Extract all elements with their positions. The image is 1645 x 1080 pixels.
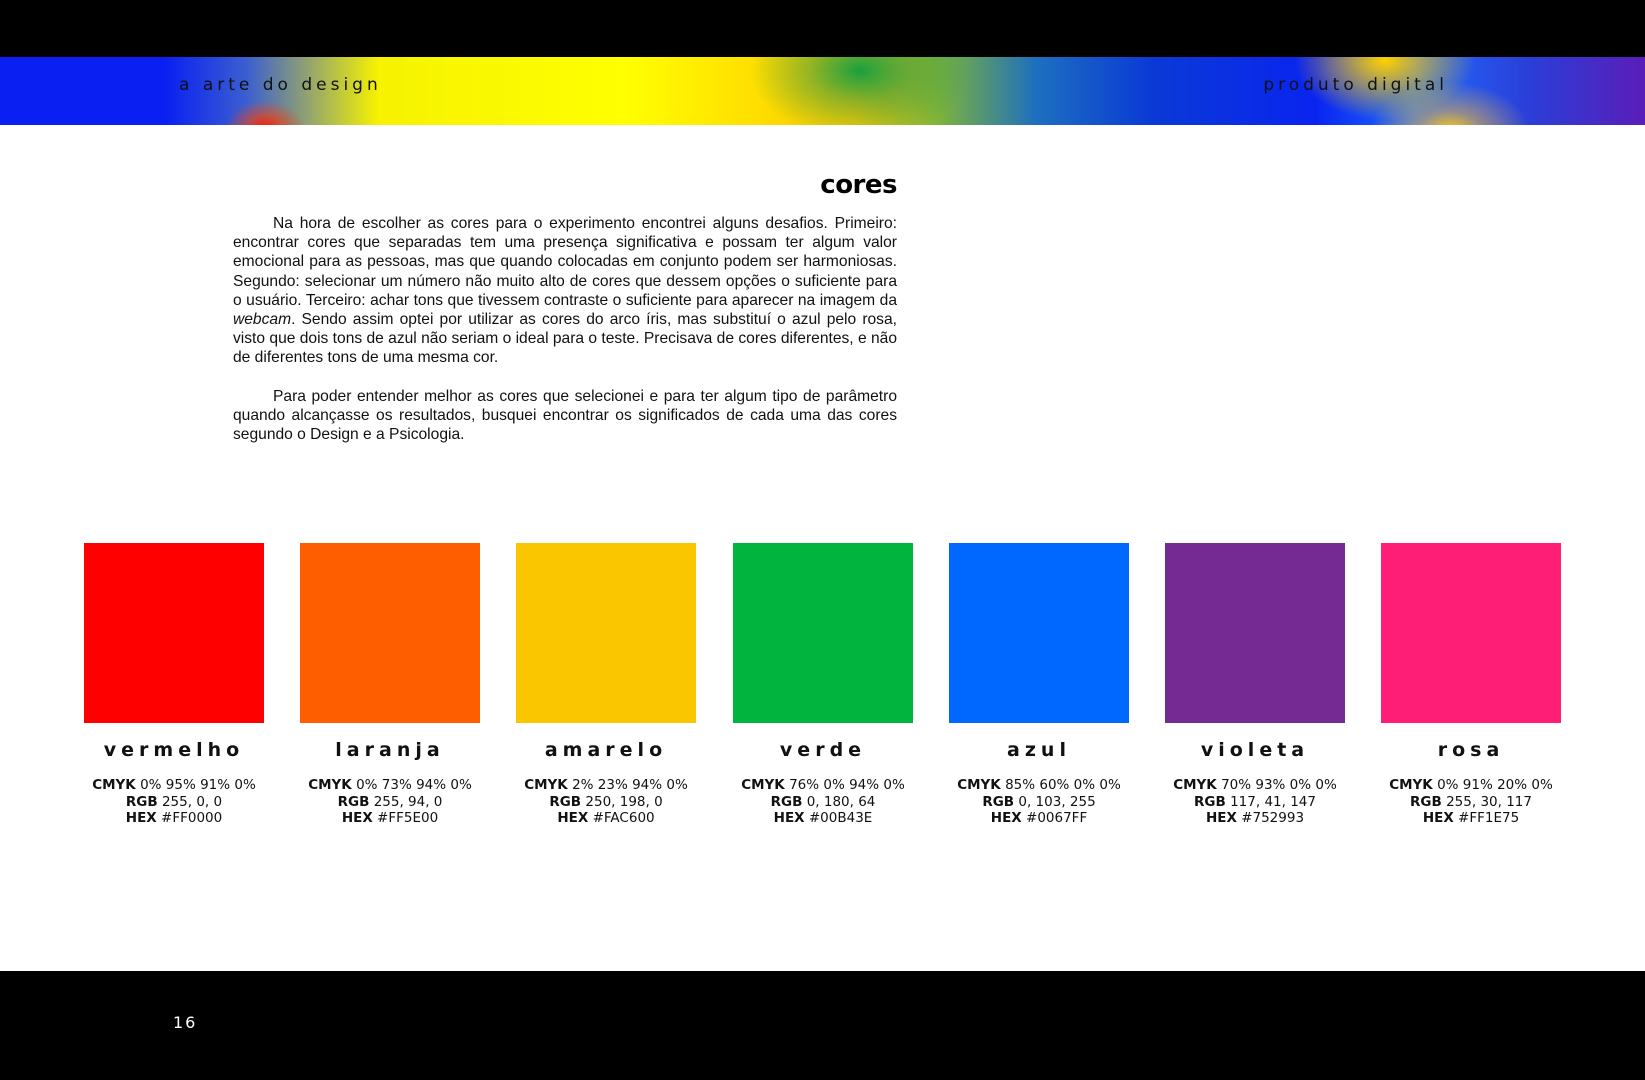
cmyk-line: [733, 777, 913, 794]
cmyk-line: [300, 777, 480, 794]
color-name: rosa: [1437, 739, 1505, 761]
rgb-value: 250, 198, 0: [585, 793, 663, 810]
hex-value: #FAC600: [592, 810, 655, 826]
cmyk-value: 85% 60% 0% 0%: [1005, 777, 1121, 793]
cmyk-label: CMYK: [1389, 777, 1433, 793]
color-swatch: [949, 543, 1129, 723]
hex-label: HEX: [1422, 810, 1454, 826]
color-card-rosa: [1381, 543, 1561, 827]
color-palette: [84, 543, 1564, 843]
page-title: cores: [820, 170, 897, 200]
rgb-label: RGB: [770, 793, 803, 810]
page-number: 16: [173, 1013, 198, 1032]
hex-value: #FF1E75: [1458, 810, 1520, 826]
cmyk-value: 76% 0% 94% 0%: [789, 777, 905, 793]
color-swatch: [84, 543, 264, 723]
hex-line: [84, 810, 264, 827]
section-label: produto digital: [1263, 75, 1448, 95]
hex-value: #00B43E: [808, 810, 873, 826]
intro-section: [233, 170, 897, 463]
cmyk-label: CMYK: [308, 777, 352, 793]
color-swatch: [516, 543, 696, 723]
color-specs: [1381, 777, 1561, 827]
book-title: a arte do design: [179, 75, 382, 95]
color-specs: [733, 777, 913, 827]
hex-label: HEX: [341, 810, 373, 826]
rgb-value: 0, 180, 64: [806, 793, 876, 810]
hex-value: #752993: [1241, 810, 1305, 826]
rgb-line: [84, 794, 264, 811]
color-card-laranja: [300, 543, 480, 827]
hex-label: HEX: [773, 810, 805, 826]
hex-value: #FF0000: [161, 810, 223, 826]
paragraph-1-text-b: . Sendo assim optei por utilizar as cores do arco íris, mas substituí o azul pelo rosa, visto que dois tons de azul não seriam o ideal para o teste. Precisava de cores diferentes, e não de diferentes tons de uma mesma cor.: [233, 311, 897, 367]
rgb-line: [949, 794, 1129, 811]
top-bar: [0, 0, 1645, 57]
cmyk-line: [516, 777, 696, 794]
hex-line: [1165, 810, 1345, 827]
color-specs: [300, 777, 480, 827]
cmyk-label: CMYK: [524, 777, 568, 793]
paragraph-1-text-a: Na hora de escolher as cores para o experimento encontrei alguns desafios. Primeiro: encontrar cores que separadas tem uma presença significativa e possam ter algum valor emocional para as pessoas, mas que quando colocadas em conjunto podem ser harmoniosas. Segundo: selecionar um número não muito alto de cores que dessem opções o suficiente para o usuário. Terceiro: achar tons que tivessem contraste o suficiente para aparecer na imagem da: [233, 215, 897, 309]
hex-line: [733, 810, 913, 827]
hex-label: HEX: [125, 810, 157, 826]
cmyk-line: [1381, 777, 1561, 794]
cmyk-label: CMYK: [1173, 777, 1217, 793]
hex-line: [516, 810, 696, 827]
body-paragraph-1: [233, 214, 897, 368]
color-name: amarelo: [544, 739, 668, 761]
rgb-value: 255, 94, 0: [373, 793, 443, 810]
cmyk-line: [949, 777, 1129, 794]
rgb-label: RGB: [337, 793, 370, 810]
color-card-amarelo: [516, 543, 696, 827]
header-banner: [0, 57, 1645, 125]
color-swatch: [300, 543, 480, 723]
footer-bar: [0, 971, 1645, 1080]
rgb-value: 0, 103, 255: [1018, 793, 1096, 810]
rgb-line: [1381, 794, 1561, 811]
rgb-value: 255, 0, 0: [161, 793, 223, 810]
color-swatch: [1381, 543, 1561, 723]
hex-line: [300, 810, 480, 827]
color-card-verde: [733, 543, 913, 827]
hex-line: [949, 810, 1129, 827]
color-card-vermelho: [84, 543, 264, 827]
hex-label: HEX: [1205, 810, 1237, 826]
rgb-line: [300, 794, 480, 811]
hex-line: [1381, 810, 1561, 827]
webcam-emphasis: webcam: [233, 311, 292, 329]
color-name: laranja: [335, 739, 445, 761]
rgb-line: [733, 794, 913, 811]
hex-value: #0067FF: [1026, 810, 1088, 826]
color-specs: [1165, 777, 1345, 827]
cmyk-label: CMYK: [92, 777, 136, 793]
hex-label: HEX: [557, 810, 589, 826]
rgb-label: RGB: [125, 793, 158, 810]
cmyk-value: 0% 91% 20% 0%: [1437, 777, 1553, 793]
cmyk-line: [84, 777, 264, 794]
color-name: verde: [779, 739, 867, 761]
rgb-value: 117, 41, 147: [1230, 793, 1316, 810]
rgb-value: 255, 30, 117: [1446, 793, 1532, 810]
cmyk-label: CMYK: [957, 777, 1001, 793]
rgb-line: [516, 794, 696, 811]
color-swatch: [733, 543, 913, 723]
body-paragraph-2: Para poder entender melhor as cores que selecionei e para ter algum tipo de parâmetro quando alcançasse os resultados, busquei encontrar os significados de cada uma das cores segundo o Design e a Psicologia.: [233, 387, 897, 444]
color-name: violeta: [1200, 739, 1310, 761]
color-name: vermelho: [103, 739, 245, 761]
rgb-label: RGB: [1410, 793, 1442, 810]
cmyk-value: 2% 23% 94% 0%: [572, 777, 688, 793]
cmyk-value: 70% 93% 0% 0%: [1221, 777, 1337, 793]
cmyk-label: CMYK: [741, 777, 785, 793]
hex-label: HEX: [990, 810, 1022, 826]
rgb-label: RGB: [982, 793, 1015, 810]
color-specs: [516, 777, 696, 827]
cmyk-line: [1165, 777, 1345, 794]
hex-value: #FF5E00: [377, 810, 439, 826]
color-specs: [949, 777, 1129, 827]
cmyk-value: 0% 95% 91% 0%: [140, 777, 256, 793]
color-name: azul: [1007, 739, 1071, 761]
color-card-violeta: [1165, 543, 1345, 827]
color-swatch: [1165, 543, 1345, 723]
rgb-label: RGB: [549, 793, 582, 810]
rgb-label: RGB: [1194, 793, 1226, 810]
rgb-line: [1165, 794, 1345, 811]
color-specs: [84, 777, 264, 827]
color-card-azul: [949, 543, 1129, 827]
cmyk-value: 0% 73% 94% 0%: [356, 777, 472, 793]
